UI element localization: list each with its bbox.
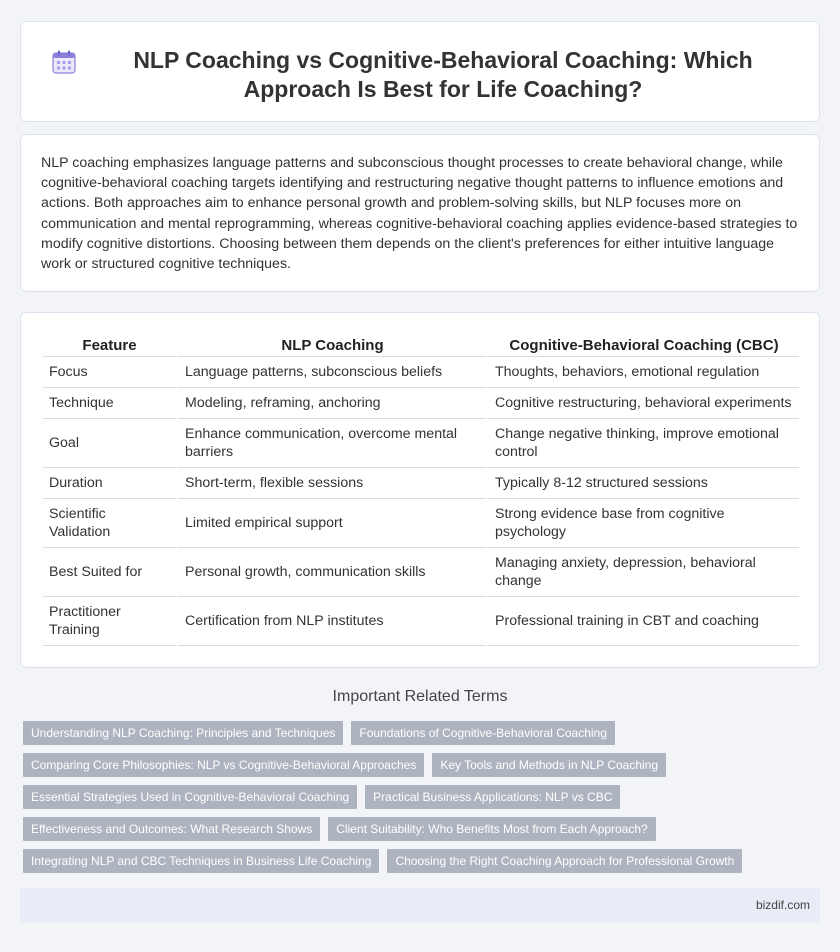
table-row bbox=[43, 388, 799, 419]
cell-feature: Focus bbox=[43, 357, 176, 388]
table-row bbox=[43, 357, 799, 388]
related-terms-heading: Important Related Terms bbox=[332, 688, 508, 705]
intro-card bbox=[20, 134, 820, 292]
related-term-tag[interactable]: Integrating NLP and CBC Techniques in Business Life Coaching bbox=[23, 849, 379, 873]
related-term-tag[interactable]: Essential Strategies Used in Cognitive-Behavioral Coaching bbox=[23, 785, 357, 809]
comparison-card bbox=[20, 312, 820, 668]
cell-cbc: Strong evidence base from cognitive psychology bbox=[486, 499, 799, 548]
header-cbc: Cognitive-Behavioral Coaching (CBC) bbox=[486, 331, 799, 357]
related-term-tag[interactable]: Foundations of Cognitive-Behavioral Coaching bbox=[351, 721, 614, 745]
table-row bbox=[43, 468, 799, 499]
cell-cbc: Cognitive restructuring, behavioral experiments bbox=[486, 388, 799, 419]
cell-nlp: Certification from NLP institutes bbox=[176, 597, 486, 646]
related-term-tag[interactable]: Key Tools and Methods in NLP Coaching bbox=[432, 753, 666, 777]
title-card bbox=[20, 21, 820, 122]
cell-cbc: Professional training in CBT and coaching bbox=[486, 597, 799, 646]
intro-paragraph: NLP coaching emphasizes language patterns and subconscious thought processes to create behavioral change, while cognitive-behavioral coaching targets identifying and restructuring negative thought patterns to influence emotions and actions. Both approaches aim to enhance personal growth and problem-solving skills, but NLP focuses more on communication and mental reprogramming, whereas cognitive-behavioral coaching applies evidence-based strategies to modify cognitive distortions. Choosing between them depends on the client's preferences for either intuitive language work or structured cognitive techniques. bbox=[41, 155, 798, 273]
site-name[interactable]: bizdif.com bbox=[755, 898, 810, 912]
cell-feature: Best Suited for bbox=[43, 548, 176, 597]
related-term-tag[interactable]: Comparing Core Philosophies: NLP vs Cognitive-Behavioral Approaches bbox=[23, 753, 424, 777]
calendar-icon bbox=[51, 49, 77, 75]
related-term-tag[interactable]: Choosing the Right Coaching Approach for Professional Growth bbox=[387, 849, 742, 873]
cell-nlp: Limited empirical support bbox=[176, 499, 486, 548]
cell-feature: Duration bbox=[43, 468, 176, 499]
footer bbox=[20, 888, 820, 922]
cell-nlp: Enhance communication, overcome mental barriers bbox=[176, 419, 486, 468]
cell-cbc: Managing anxiety, depression, behavioral change bbox=[486, 548, 799, 597]
header-feature: Feature bbox=[43, 331, 176, 357]
cell-feature: Practitioner Training bbox=[43, 597, 176, 646]
related-term-tag[interactable]: Understanding NLP Coaching: Principles and Techniques bbox=[23, 721, 343, 745]
cell-cbc: Typically 8-12 structured sessions bbox=[486, 468, 799, 499]
cell-nlp: Short-term, flexible sessions bbox=[176, 468, 486, 499]
page-title: NLP Coaching vs Cognitive-Behavioral Coaching: Which Approach Is Best for Life Coaching? bbox=[133, 47, 753, 102]
related-terms-list bbox=[23, 721, 823, 881]
table-header-row bbox=[43, 331, 799, 357]
table-row bbox=[43, 597, 799, 646]
comparison-table bbox=[43, 331, 799, 646]
cell-cbc: Thoughts, behaviors, emotional regulation bbox=[486, 357, 799, 388]
related-term-tag[interactable]: Client Suitability: Who Benefits Most from Each Approach? bbox=[328, 817, 655, 841]
table-row bbox=[43, 419, 799, 468]
cell-cbc: Change negative thinking, improve emotional control bbox=[486, 419, 799, 468]
cell-feature: Technique bbox=[43, 388, 176, 419]
cell-feature: Goal bbox=[43, 419, 176, 468]
related-term-tag[interactable]: Effectiveness and Outcomes: What Research Shows bbox=[23, 817, 320, 841]
cell-feature: Scientific Validation bbox=[43, 499, 176, 548]
cell-nlp: Language patterns, subconscious beliefs bbox=[176, 357, 486, 388]
table-row bbox=[43, 548, 799, 597]
cell-nlp: Personal growth, communication skills bbox=[176, 548, 486, 597]
table-row bbox=[43, 499, 799, 548]
header-nlp: NLP Coaching bbox=[176, 331, 486, 357]
cell-nlp: Modeling, reframing, anchoring bbox=[176, 388, 486, 419]
related-term-tag[interactable]: Practical Business Applications: NLP vs CBC bbox=[365, 785, 620, 809]
